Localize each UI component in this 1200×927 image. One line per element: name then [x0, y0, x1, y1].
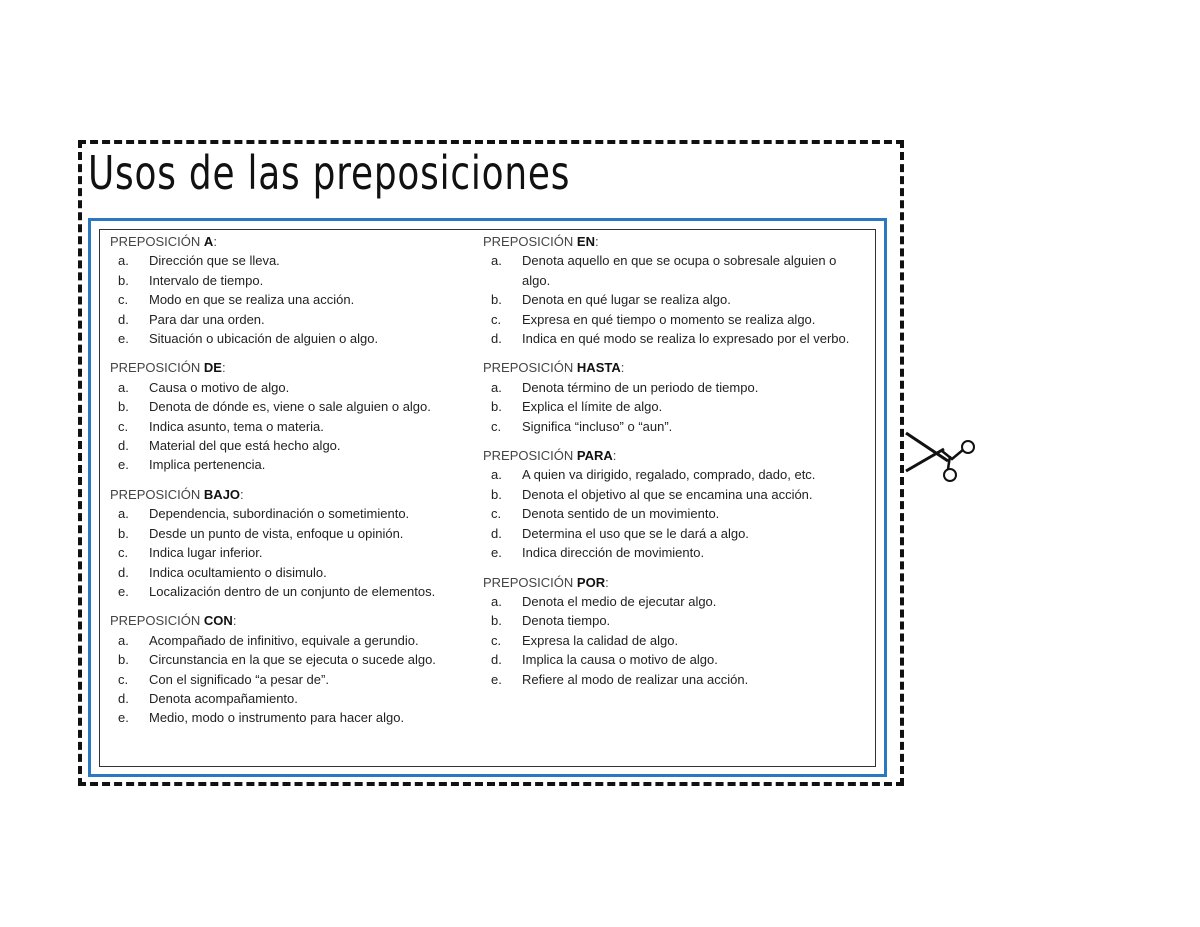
- item-letter: d.: [491, 331, 502, 347]
- item-letter: e.: [118, 331, 129, 347]
- list-item: [483, 543, 867, 562]
- item-letter: c.: [491, 311, 502, 327]
- heading-word: DE: [203, 360, 222, 376]
- heading-suffix: :: [213, 234, 217, 249]
- page-title: Usos de las preposiciones: [88, 146, 571, 200]
- list-item: [483, 485, 867, 504]
- list-item: [483, 592, 867, 611]
- list-item: [110, 455, 470, 474]
- section-con: [110, 611, 470, 727]
- heading-prefix: PREPOSICIÓN: [110, 360, 201, 376]
- item-letter: a.: [118, 632, 129, 648]
- list-item: [110, 378, 470, 397]
- item-list: [483, 592, 867, 689]
- heading-word: CON: [203, 613, 233, 629]
- heading-word: A: [203, 234, 214, 249]
- heading-suffix: :: [221, 360, 226, 376]
- item-list: [483, 251, 867, 348]
- item-text: Denota sentido de un movimiento.: [522, 506, 720, 522]
- list-item: [110, 708, 470, 727]
- item-list: [110, 504, 470, 601]
- item-text: Implica la causa o motivo de algo.: [522, 652, 718, 668]
- heading-suffix: :: [594, 234, 599, 249]
- list-item: [483, 378, 867, 397]
- item-text: Explica el límite de algo.: [522, 399, 663, 415]
- item-text: A quien va dirigido, regalado, comprado, dado, etc.: [522, 467, 816, 483]
- list-item: [110, 417, 470, 436]
- section-de: [110, 358, 470, 474]
- item-letter: a.: [491, 379, 502, 395]
- item-text: Denota de dónde es, viene o sale alguien o algo.: [149, 399, 431, 415]
- heading-word: POR: [576, 574, 606, 590]
- item-letter: c.: [118, 292, 129, 308]
- item-letter: c.: [491, 506, 502, 522]
- section-a: [110, 232, 470, 348]
- item-text: Denota tiempo.: [522, 613, 611, 629]
- heading-prefix: PREPOSICIÓN: [483, 360, 574, 376]
- item-letter: b.: [491, 399, 502, 415]
- item-text: Dependencia, subordinación o sometimiento.: [149, 506, 410, 522]
- list-item: [110, 689, 470, 708]
- item-text: Para dar una orden.: [149, 311, 265, 327]
- section-heading: [483, 446, 867, 465]
- list-item: [483, 504, 867, 523]
- list-item: [110, 670, 470, 689]
- item-letter: b.: [118, 272, 129, 288]
- item-text: Acompañado de infinitivo, equivale a gerundio.: [149, 632, 419, 648]
- item-text: Material del que está hecho algo.: [149, 438, 341, 454]
- heading-word: BAJO: [203, 486, 241, 502]
- list-item: [110, 329, 470, 348]
- item-letter: a.: [118, 253, 129, 269]
- list-item: [483, 631, 867, 650]
- item-text: Significa “incluso” o “aun”.: [522, 418, 673, 434]
- heading-prefix: PREPOSICIÓN: [110, 613, 201, 629]
- item-text: Denota acompañamiento.: [149, 690, 298, 706]
- heading-word: EN: [576, 234, 595, 249]
- item-text: Intervalo de tiempo.: [149, 272, 264, 288]
- item-list: [483, 465, 867, 562]
- item-text: Expresa en qué tiempo o momento se realiza algo.: [522, 311, 816, 327]
- heading-word: PARA: [576, 448, 613, 464]
- item-text: Indica ocultamiento o disimulo.: [149, 564, 327, 580]
- item-letter: e.: [491, 671, 502, 687]
- right-column: [483, 232, 867, 699]
- item-text: Denota el objetivo al que se encamina una acción.: [522, 486, 813, 502]
- list-item: [483, 417, 867, 436]
- list-item: [483, 524, 867, 543]
- section-bajo: [110, 485, 470, 601]
- item-letter: d.: [118, 438, 129, 454]
- list-item: [110, 582, 470, 601]
- item-list: [110, 631, 470, 728]
- item-text: Indica en qué modo se realiza lo expresado por el verbo.: [522, 331, 850, 347]
- item-text: Indica lugar inferior.: [149, 545, 263, 561]
- list-item: [110, 563, 470, 582]
- item-letter: a.: [118, 379, 129, 395]
- item-letter: a.: [491, 253, 502, 269]
- item-text: Medio, modo o instrumento para hacer algo.: [149, 710, 405, 726]
- heading-prefix: PREPOSICIÓN: [110, 486, 201, 502]
- scissors-icon: [902, 425, 978, 487]
- item-letter: e.: [118, 457, 129, 473]
- item-letter: c.: [491, 418, 502, 434]
- section-en: [483, 232, 867, 348]
- list-item: [483, 251, 867, 290]
- list-item: [483, 290, 867, 309]
- item-letter: e.: [118, 583, 129, 599]
- item-text: Determina el uso que se le dará a algo.: [522, 525, 749, 541]
- item-text: Causa o motivo de algo.: [149, 379, 290, 395]
- item-text: Refiere al modo de realizar una acción.: [522, 671, 749, 687]
- section-para: [483, 446, 867, 562]
- item-letter: b.: [491, 292, 502, 308]
- item-letter: e.: [118, 710, 129, 726]
- item-letter: a.: [491, 467, 502, 483]
- list-item: [110, 543, 470, 562]
- list-item: [483, 465, 867, 484]
- heading-suffix: :: [612, 448, 617, 464]
- item-letter: c.: [118, 671, 129, 687]
- list-item: [110, 504, 470, 523]
- list-item: [110, 271, 470, 290]
- list-item: [110, 524, 470, 543]
- section-heading: [110, 611, 470, 630]
- heading-suffix: :: [240, 486, 244, 502]
- list-item: [483, 329, 867, 348]
- item-list: [110, 378, 470, 475]
- list-item: [110, 650, 470, 669]
- item-letter: a.: [491, 593, 502, 609]
- item-letter: a.: [118, 506, 129, 522]
- item-letter: d.: [491, 525, 502, 541]
- item-list: [110, 251, 470, 348]
- heading-prefix: PREPOSICIÓN: [110, 234, 201, 249]
- item-text: Denota aquello en que se ocupa o sobresale alguien o algo.: [522, 253, 837, 288]
- heading-prefix: PREPOSICIÓN: [483, 234, 574, 249]
- list-item: [110, 251, 470, 270]
- item-text: Indica dirección de movimiento.: [522, 545, 705, 561]
- item-list: [483, 378, 867, 436]
- left-column: [110, 232, 470, 738]
- item-text: Denota término de un periodo de tiempo.: [522, 379, 759, 395]
- item-text: Indica asunto, tema o materia.: [149, 418, 324, 434]
- list-item: [110, 397, 470, 416]
- item-text: Situación o ubicación de alguien o algo.: [149, 331, 379, 347]
- list-item: [483, 397, 867, 416]
- item-text: Expresa la calidad de algo.: [522, 632, 679, 648]
- item-letter: d.: [118, 311, 129, 327]
- item-letter: b.: [118, 652, 129, 668]
- item-letter: b.: [118, 525, 129, 541]
- item-letter: d.: [491, 652, 502, 668]
- item-text: Circunstancia en la que se ejecuta o sucede algo.: [149, 652, 436, 668]
- section-heading: [110, 485, 470, 504]
- item-letter: b.: [491, 613, 502, 629]
- item-letter: c.: [491, 632, 502, 648]
- item-letter: c.: [118, 545, 129, 561]
- item-text: Modo en que se realiza una acción.: [149, 292, 355, 308]
- item-letter: d.: [118, 690, 129, 706]
- item-letter: b.: [118, 399, 129, 415]
- section-heading: [110, 358, 470, 377]
- heading-suffix: :: [605, 574, 609, 590]
- section-heading: [110, 232, 470, 251]
- heading-word: HASTA: [576, 360, 621, 376]
- heading-suffix: :: [620, 360, 625, 376]
- item-text: Denota el medio de ejecutar algo.: [522, 593, 717, 609]
- heading-suffix: :: [232, 613, 237, 629]
- list-item: [110, 310, 470, 329]
- item-letter: d.: [118, 564, 129, 580]
- section-heading: [483, 573, 867, 592]
- item-text: Con el significado “a pesar de”.: [149, 671, 329, 687]
- heading-prefix: PREPOSICIÓN: [483, 574, 574, 590]
- list-item: [110, 631, 470, 650]
- list-item: [110, 290, 470, 309]
- list-item: [483, 650, 867, 669]
- list-item: [483, 310, 867, 329]
- item-letter: b.: [491, 486, 502, 502]
- item-text: Localización dentro de un conjunto de elementos.: [149, 583, 436, 599]
- section-heading: [483, 232, 867, 251]
- list-item: [483, 611, 867, 630]
- heading-prefix: PREPOSICIÓN: [483, 448, 574, 464]
- item-text: Denota en qué lugar se realiza algo.: [522, 292, 731, 308]
- list-item: [483, 670, 867, 689]
- item-text: Dirección que se lleva.: [149, 253, 280, 269]
- section-heading: [483, 358, 867, 377]
- section-por: [483, 573, 867, 689]
- item-text: Implica pertenencia.: [149, 457, 266, 473]
- section-hasta: [483, 358, 867, 436]
- item-letter: c.: [118, 418, 129, 434]
- item-text: Desde un punto de vista, enfoque u opinión.: [149, 525, 404, 541]
- list-item: [110, 436, 470, 455]
- item-letter: e.: [491, 545, 502, 561]
